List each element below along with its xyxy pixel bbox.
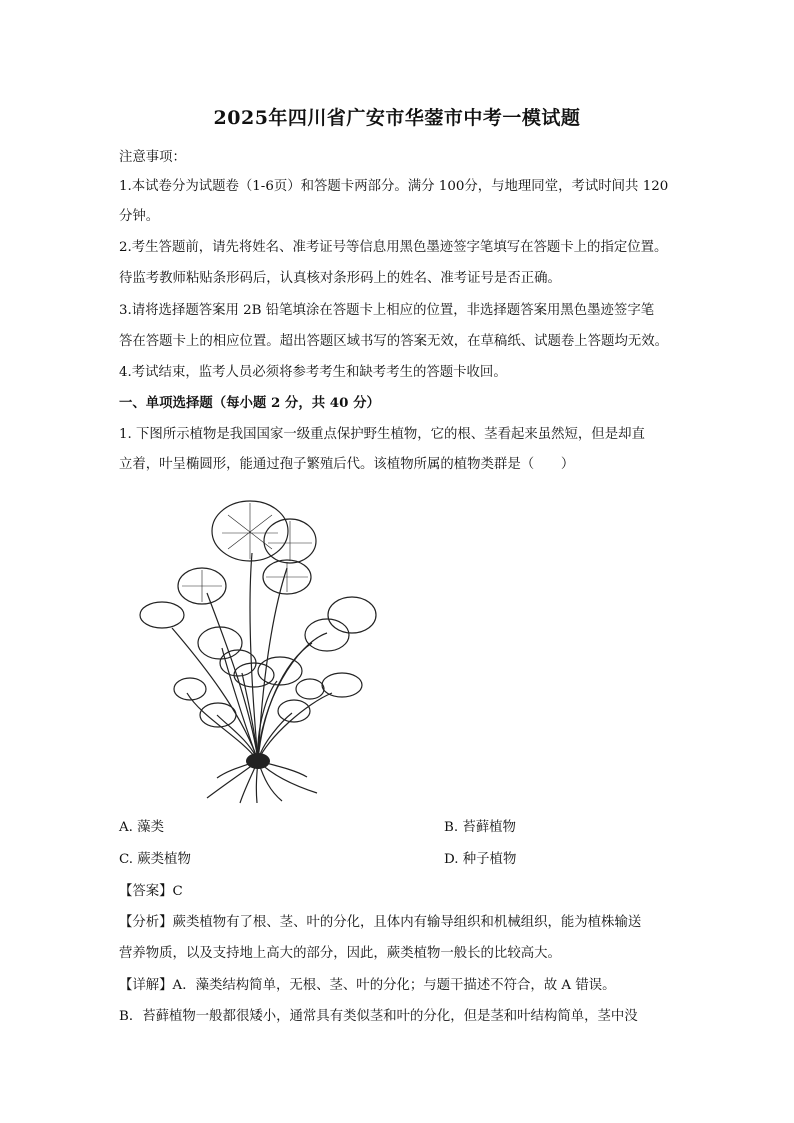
notice-line-6: 答在答题卡上的相应位置。超出答题区域书写的答案无效，在草稿纸、试题卷上答题均无效。 — [119, 334, 669, 349]
notice-heading: 注意事项： — [119, 150, 186, 165]
detail-line-2: B．苔藓植物一般都很矮小，通常具有类似茎和叶的分化，但是茎和叶结构简单，茎中没 — [119, 1009, 638, 1024]
section-heading: 一、单项选择题（每小题 2 分，共 40 分） — [119, 395, 380, 411]
option-b: B. 苔藓植物 — [444, 820, 516, 835]
option-c: C. 蕨类植物 — [119, 852, 191, 867]
option-d: D. 种子植物 — [444, 852, 517, 867]
notice-line-3: 2.考生答题前，请先将姓名、准考证号等信息用黑色墨迹签字笔填写在答题卡上的指定位置。 — [119, 240, 668, 255]
question-line-1: 1. 下图所示植物是我国国家一级重点保护野生植物，它的根、茎看起来虽然短，但是却直 — [119, 427, 645, 442]
notice-line-4: 待监考教师粘贴条形码后，认真核对条形码上的姓名、准考证号是否正确。 — [119, 271, 561, 286]
analysis-line-2: 营养物质，以及支持地上高大的部分，因此，蕨类植物一般长的比较高大。 — [119, 946, 561, 961]
notice-line-1: 1.本试卷分为试题卷（1-6页）和答题卡两部分。满分 100分，与地理同堂，考试时间共 120 — [119, 179, 669, 194]
page-title: 2025年四川省广安市华蓥市中考一模试题 — [213, 107, 581, 129]
option-a: A. 藻类 — [119, 820, 164, 835]
analysis-line-1: 【分析】蕨类植物有了根、茎、叶的分化，且体内有输导组织和机械组织，能为植株输送 — [119, 915, 642, 930]
notice-line-5: 3.请将选择题答案用 2B 铅笔填涂在答题卡上相应的位置，非选择题答案用黑色墨迹签字笔 — [119, 303, 655, 318]
notice-line-2: 分钟。 — [119, 209, 160, 224]
detail-line-1: 【详解】A．藻类结构简单，无根、茎、叶的分化；与题干描述不符合，故 A 错误。 — [119, 978, 616, 993]
fern-plant-illustration — [132, 493, 388, 805]
notice-line-7: 4.考试结束，监考人员必须将参考考生和缺考考生的答题卡收回。 — [119, 365, 507, 380]
answer-line: 【答案】C — [119, 884, 183, 899]
question-line-2: 立着，叶呈椭圆形，能通过孢子繁殖后代。该植物所属的植物类群是（ ） — [119, 457, 575, 472]
